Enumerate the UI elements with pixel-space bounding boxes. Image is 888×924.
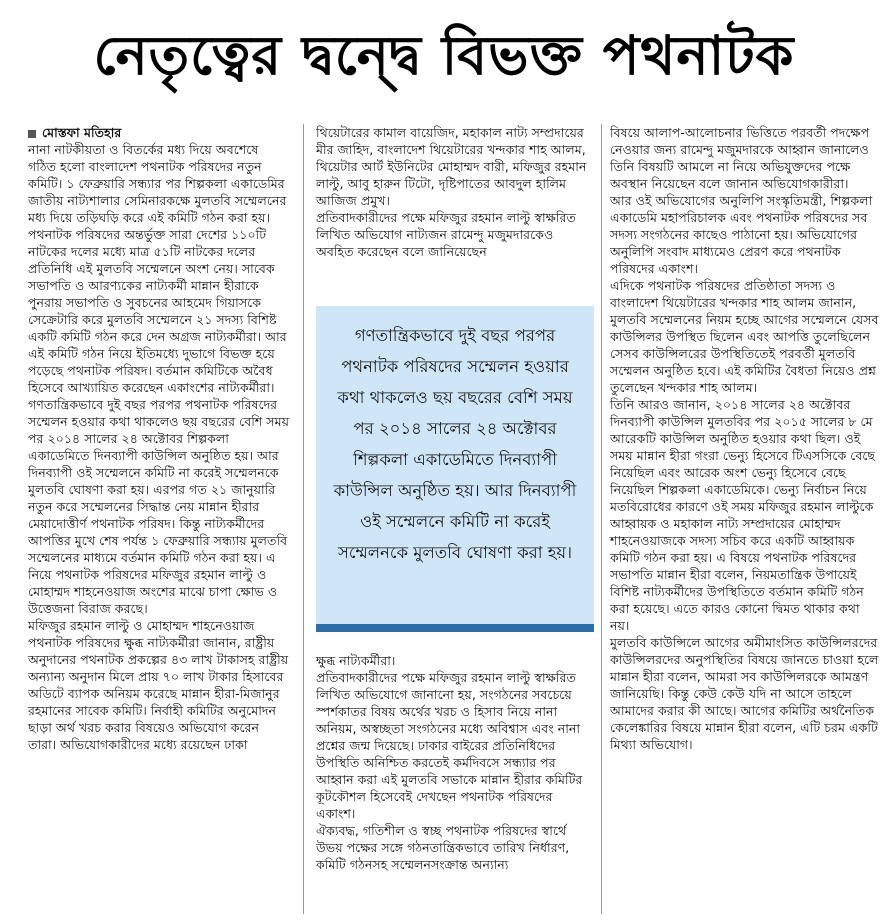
column-divider xyxy=(601,124,602,914)
byline xyxy=(28,124,290,141)
article-column-1 xyxy=(28,124,290,753)
bullet-icon xyxy=(28,130,36,138)
article-column-3 xyxy=(610,124,880,753)
pull-quote-bar xyxy=(316,624,594,632)
paragraph: গণতান্ত্রিকভাবে দুই বছর পরপর পথনাটক পরিষদের সম্মেলন হওয়ার কথা থাকলেও ছয় বছরের বেশি সময় পর ২০১৪ সালের ২৪ অক্টোবর শিল্পকলা একাডেমিতে দিনব্যাপী কাউন্সিল অনুষ্ঠিত হয়। আর দিনব্যাপী ওই সম্মেলনে কমিটি না করেই সম্মেলনকে মুলতবি ঘোষণা করা হয়। এরপর গত ২১ জানুয়ারি নতুন করে সম্মেলনের সিদ্ধান্ত নেয় মান্নান হীরার মেয়াদোত্তীর্ণ পথনাটক পরিষদ। কিন্তু নাট্যকর্মীদের আপত্তির মুখে শেষ পর্যন্ত ১ ফেব্রুয়ারি সন্ধ্যায় মুলতবি সম্মেলনের মাধ্যমে বর্তমান কমিটি গঠন করা হয়। এ নিয়ে পথনাটক পরিষদের মফিজুর রহমান লাল্টু ও মোহাম্মদ শাহনেওয়াজ অংশের মাঝে চাপা ক্ষোভ ও উত্তেজনা বিরাজ করছে। xyxy=(28,397,289,616)
paragraph: থিয়েটারের কামাল বায়েজিদ, মহাকাল নাট্য সম্প্রদায়ের মীর জাহিদ, বাংলাদেশ থিয়েটারের খন্দকার শাহ আলম, থিয়েটার আর্ট ইউনিটের মোহাম্মদ বারী, মফিজুর রহমান লাল্টু, আবু হারুন টিটো, দৃষ্টিপাতের আবদুল হালিম আজিজ প্রমুখ। xyxy=(316,125,587,208)
paragraph: তিনি আরও জানান, ২০১৪ সালের ২৪ অক্টোবর দিনব্যাপী কাউন্সিল মুলতবির পর ২০১৫ সালের ৮ মে আরেকটি কাউন্সিল অনুষ্ঠিত হওয়ার কথা ছিল। ওই সময় মান্নান হীরা গংরা ভেন্যু হিসেবে টিএসসিকে বেছে নিয়েছিল এবং আরেক অংশ ভেন্যু হিসেবে বেছে নিয়েছিল শিল্পকলা একাডেমিকে। ভেন্যু নির্বাচন নিয়ে মতবিরোধের কারণে ওই সময় মফিজুর রহমান লাল্টুকে আহ্বায়ক ও মহাকাল নাট্য সম্প্রদায়ের মোহাম্মদ শাহনেওয়াজকে সদস্য সচিব করে একটি আহ্বায়ক কমিটি গঠন করা হয়। এ বিষয়ে পথনাটক পরিষদের সভাপতি মান্নান হীরা বলেন, নিয়মতান্ত্রিক উপায়েই বিশিষ্ট নাট্যকর্মীদের উপস্থিতিতে বর্তমান কমিটি গঠন করা হয়েছে। এতে কারও কোনো দ্বিমত থাকার কথা নয়। xyxy=(610,397,876,633)
paragraph: প্রতিবাদকারীদের পক্ষে মফিজুর রহমান লাল্টু স্বাক্ষরিত লিখিত অভিযোগে জানানো হয়, সংগঠনের সবচেয়ে স্পর্শকাতর বিষয় অর্থের খরচ ও হিসাব নিয়ে নানা অনিয়ম, অস্বচ্ছতা সংগঠনের মধ্যে অবিশ্বাস এবং নানা প্রশ্নের জন্ম দিয়েছে। ঢাকার বাইরের প্রতিনিধিদের উপস্থিতি অনিশ্চিত করতেই কর্মদিবসে সন্ধ্যার পর আহ্বান করা এই মুলতবি সভাকে মান্নান হীরার কমিটির কূটকৌশল হিসেবেই দেখছেন পথনাটক পরিষদের একাংশ। xyxy=(316,670,583,821)
pull-quote xyxy=(316,306,594,632)
headline: নেতৃত্বের দ্বন্দ্বে বিভক্ত পথনাটক xyxy=(93,24,795,87)
paragraph: নানা নাটকীয়তা ও বিতর্কের মধ্য দিয়ে অবশেষে গঠিত হলো বাংলাদেশ পথনাটক পরিষদের নতুন কমিটি। ১ ফেব্রুয়ারি সন্ধ্যার পর শিল্পকলা একাডেমির জাতীয় নাট্যশালার সেমিনারকক্ষে মুলতবি সম্মেলনের মধ্য দিয়ে তড়িঘড়ি করে এই কমিটি গঠন করা হয়। পথনাটক পরিষদের অন্তর্ভুক্ত সারা দেশের ১১০টি নাটকের দলের মধ্যে মাত্র ৫১টি নাটকের দলের প্রতিনিধি এই মুলতবি সম্মেলনে অংশ নেয়। সাবেক সভাপতি ও আরণ্যকের নাট্যকর্মী মান্নান হীরাকে পুনরায় সভাপতি ও সুবচনের আহমেদ গিয়াসকে সেক্রেটারি করে মুলতবি সম্মেলনে ২১ সদস্য বিশিষ্ট একটি কমিটি গঠন করে দেন অগ্রজ নাট্যকর্মীরা। আর এই কমিটি গঠন নিয়ে ইতিমধ্যে দুভাগে বিভক্ত হয়ে পড়েছে পথনাটক পরিষদ। বর্তমান কমিটিকে অবৈধ হিসেবে আখ্যায়িত করেছেন একাংশের নাট্যকর্মীরা। xyxy=(28,142,287,395)
paragraph: প্রতিবাদকারীদের পক্ষে মফিজুর রহমান লাল্টু স্বাক্ষরিত লিখিত অভিযোগ নাট্যজন রামেন্দু মজুমদারকেও অবহিত করেছেন বলে জানিয়েছেন xyxy=(316,210,576,259)
paragraph: আর ওই অভিযোগের অনুলিপি সংস্কৃতিমন্ত্রী, শিল্পকলা একাডেমি মহাপরিচালক এবং পথনাটক পরিষদের সব সদস্য সংগঠনের কাছেও পাঠানো হয়। অভিযোগের অনুলিপি সংবাদ মাধ্যমেও প্রেরণ করে পথনাটক পরিষদের একাংশ। xyxy=(610,193,873,276)
article-column-2-bottom xyxy=(316,652,591,873)
paragraph: মফিজুর রহমান লাল্টু ও মোহাম্মদ শাহনেওয়াজ পথনাটক পরিষদের ক্ষুব্ধ নাট্যকর্মীরা জানান, রাষ্ট্রীয় অনুদানের পথনাটক প্রকল্পের ৪৩ লাখ টাকাসহ রাষ্ট্রীয় অন্যান্য অনুদান মিলে প্রায় ৭০ লাখ টাকার হিসাবের অডিটে ব্যাপক অনিয়ম করেছে মান্নান হীরা-মিজানুর রহমানের সাবেক কমিটি। নির্বাহী কমিটির অনুমোদন ছাড়া অর্থ খরচ করার বিষয়েও অভিযোগ করেন তারা। অভিযোগকারীদের মধ্যে রয়েছেন ঢাকা xyxy=(28,618,289,752)
paragraph: এদিকে পথনাটক পরিষদের প্রতিষ্ঠাতা সদস্য ও বাংলাদেশ থিয়েটারের খন্দকার শাহ আলম জানান, মুলতবি সম্মেলনের নিয়ম হচ্ছে আগের সম্মেলনে যেসব কাউন্সিলর উপস্থিত ছিলেন এবং আপত্তি তুলেছিলেন সেসব কাউন্সিলরের উপস্থিতিতেই পরবর্তী মুলতবি সম্মেলন অনুষ্ঠিত হবে। এই কমিটির বৈধতা নিয়েও প্রশ্ন তুলেছেন খন্দকার শাহ আলম। xyxy=(610,278,879,395)
paragraph: ক্ষুব্ধ নাট্যকর্মীরা। xyxy=(316,653,396,668)
paragraph: ঐক্যবদ্ধ, গতিশীল ও স্বচ্ছ পথনাটক পরিষদের স্বার্থে উভয় পক্ষের সঙ্গে গঠনতান্ত্রিকভাবে তারিখ নির্ধারণ, কমিটি গঠনসহ সম্মেলনসংক্রান্ত অন্যান্য xyxy=(316,823,570,872)
article-column-2-top xyxy=(316,124,591,260)
pull-quote-text: গণতান্ত্রিকভাবে দুই বছর পরপর পথনাটক পরিষদের সম্মেলন হওয়ার কথা থাকলেও ছয় বছরের বেশি সময় পর ২০১৪ সালের ২৪ অক্টোবর শিল্পকলা একাডেমিতে দিনব্যাপী কাউন্সিল অনুষ্ঠিত হয়। আর দিনব্যাপী ওই সম্মেলনে কমিটি না করেই সম্মেলনকে মুলতবি ঘোষণা করা হয়। xyxy=(333,326,577,562)
paragraph: মুলতবি কাউন্সিলে আগের অমীমাংসিত কাউন্সিলরদের কাউন্সিলরদের অনুপস্থিতির বিষয়ে জানতে চাওয়া হলে মান্নান হীরা বলেন, আমরা সব কাউন্সিলরকে আমন্ত্রণ জানিয়েছি। কিন্তু কেউ কেউ যদি না আসে তাহলে আমাদের করার কী আছে। আগের কমিটির অর্থনৈতিক কেলেঙ্কারির বিষয়ে মান্নান হীরা বলেন, এটি চরম একটি মিথ্যা অভিযোগ। xyxy=(610,635,879,752)
author-name: মোস্তফা মতিহার xyxy=(42,125,122,140)
column-divider xyxy=(303,124,304,914)
paragraph: বিষয়ে আলাপ-আলোচনার ভিত্তিতে পরবর্তী পদক্ষেপ নেওয়ার জন্য রামেন্দু মজুমদারকে আহ্বান জানালেও তিনি বিষয়টি আমলে না নিয়ে অভিযুক্তদের পক্ষে অবস্থান নিয়েছেন বলে জানান অভিযোগকারীরা। xyxy=(610,125,870,191)
